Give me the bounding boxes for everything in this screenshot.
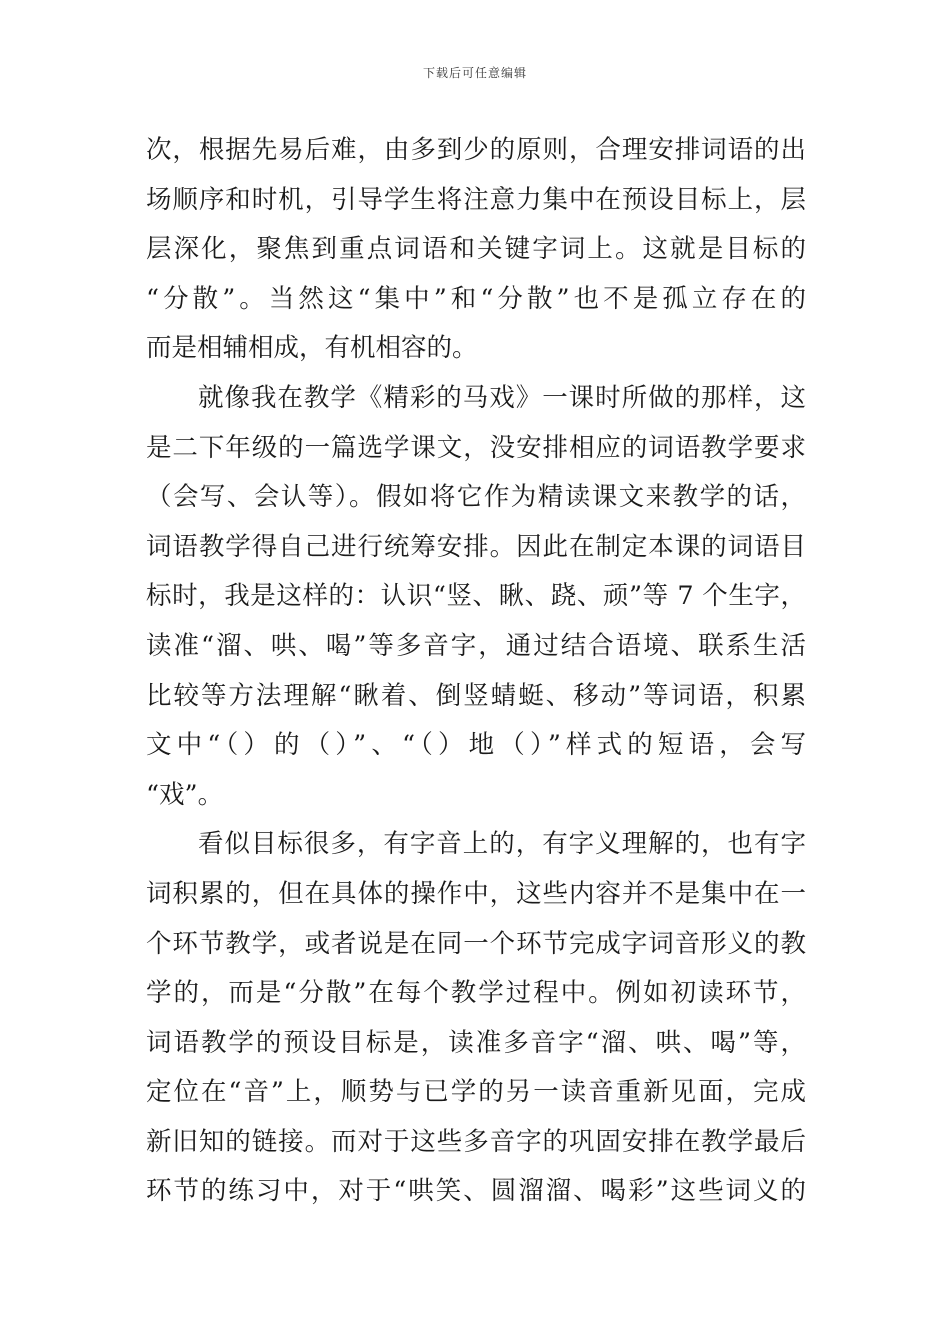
text-line: 个环节教学，或者说是在同一个环节完成字词音形义的教: [146, 928, 806, 959]
text-line: （会写、会认等）。假如将它作为精读课文来教学的话，: [146, 482, 806, 513]
text-line: 环节的练习中，对于“哄笑、圆溜溜、喝彩”这些词义的: [146, 1176, 806, 1207]
paragraph-2: [146, 374, 806, 820]
text-line: 场顺序和时机，引导学生将注意力集中在预设目标上，层: [146, 184, 806, 215]
text-line: 新旧知的链接。而对于这些多音字的巩固安排在教学最后: [146, 1126, 806, 1157]
text-line: 标时，我是这样的：认识“竖、瞅、跷、顽”等 7 个生字，: [146, 581, 806, 612]
text-line: 比较等方法理解“瞅着、倒竖蜻蜓、移动”等词语，积累: [146, 680, 806, 711]
paragraph-3: [146, 820, 806, 1217]
paragraph-1: [146, 126, 806, 374]
text-line: 读准“溜、哄、喝”等多音字，通过结合语境、联系生活: [146, 630, 806, 661]
text-line: 看似目标很多，有字音上的，有字义理解的，也有字: [198, 829, 806, 860]
text-line: 就像我在教学《精彩的马戏》一课时所做的那样，这: [198, 382, 806, 413]
text-line: 次，根据先易后难，由多到少的原则，合理安排词语的出: [146, 135, 806, 165]
text-line: “戏”。: [146, 779, 224, 810]
text-line: 文中“（）的（）”、“（）地（）”样式的短语，会写: [146, 730, 806, 761]
text-line: “分散”。当然这“集中”和“分散”也不是孤立存在的: [146, 283, 806, 314]
document-body: [146, 126, 806, 1217]
page-header: 下载后可任意编辑: [422, 66, 527, 80]
text-line: 词语教学的预设目标是，读准多音字“溜、哄、喝”等，: [146, 1027, 806, 1058]
text-line: 而是相辅相成，有机相容的。: [146, 333, 478, 364]
text-line: 定位在“音”上，顺势与已学的另一读音重新见面，完成: [146, 1077, 806, 1108]
text-line: 学的，而是“分散”在每个教学过程中。例如初读环节，: [146, 978, 806, 1009]
text-line: 是二下年级的一篇选学课文，没安排相应的词语教学要求: [146, 432, 806, 463]
text-line: 词积累的，但在具体的操作中，这些内容并不是集中在一: [146, 878, 806, 909]
text-line: 层深化，聚焦到重点词语和关键字词上。这就是目标的: [146, 234, 806, 265]
text-line: 词语教学得自己进行统筹安排。因此在制定本课的词语目: [146, 531, 806, 562]
